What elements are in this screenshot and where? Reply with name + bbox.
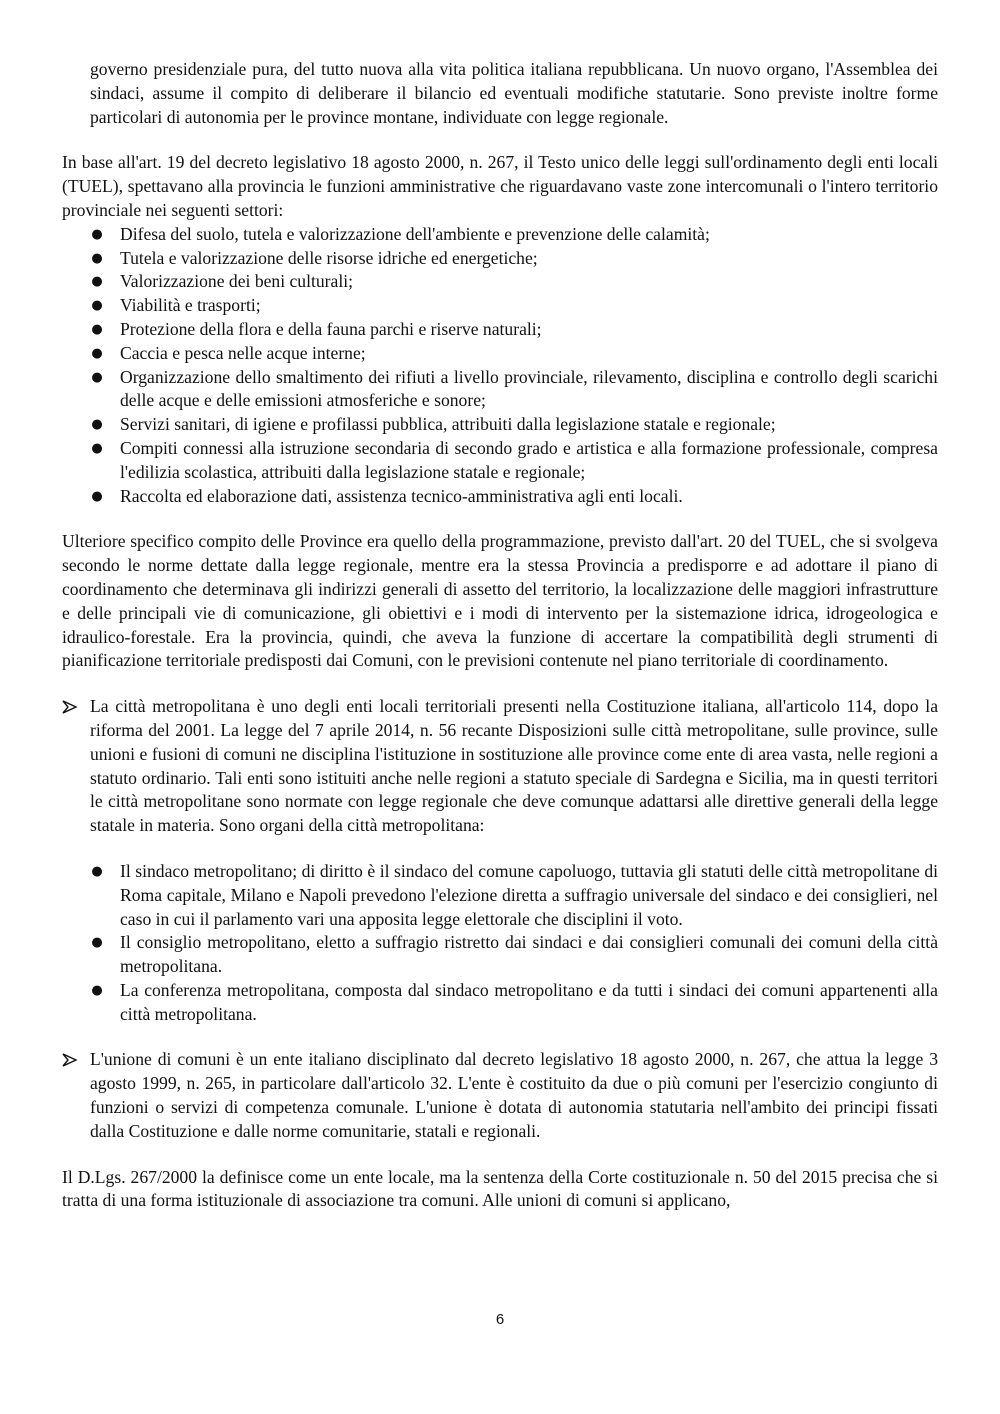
bullet-icon: ● xyxy=(91,440,103,456)
document-page xyxy=(62,58,938,1213)
bullet-icon: ● xyxy=(91,250,103,266)
list-item xyxy=(62,294,938,318)
bullet-icon: ● xyxy=(91,488,103,504)
bullet-icon: ● xyxy=(91,935,103,951)
list-item xyxy=(62,342,938,366)
intro-continuation-paragraph: governo presidenziale pura, del tutto nuova alla vita politica italiana repubblicana. Un nuovo organo, l'Assemblea dei sindaci, assume il compito di deliberare il bilancio ed eventuali modifiche statutarie. Sono previste inoltre forme particolari di autonomia per le province montane, individuate con legge regionale. xyxy=(90,59,938,127)
list-item xyxy=(62,485,938,509)
bullet-icon: ● xyxy=(91,345,103,361)
list-item xyxy=(62,366,938,414)
programmazione-paragraph: Ulteriore specifico compito delle Province era quello della programmazione, previsto dall'art. 20 del TUEL, che si svolgeva secondo le norme dettate dalla legge regionale, mentre era la stessa Provincia a predisporre e ad adottare il piano di coordinamento che determinava gli indirizzi generali di assetto del territorio, la localizzazione delle maggiori infrastrutture e delle principali vie di comunicazione, gli obiettivi e i modi di intervento per la sistemazione idrica, idrogeologica e idraulico-forestale. Era la provincia, quindi, che aveva la funzione di accertare la compatibilità degli strumenti di pianificazione territoriale predisposti dai Comuni, con le previsioni contenute nel piano territoriale di coordinamento. xyxy=(62,531,938,671)
list-item-text: Il consiglio metropolitano, eletto a suffragio ristretto dai sindaci e dai consiglieri comunali dei comuni della città metropolitana. xyxy=(120,932,938,977)
list-item xyxy=(62,931,938,979)
page-number: 6 xyxy=(495,1311,505,1328)
list-item xyxy=(62,437,938,485)
list-item xyxy=(62,979,938,1027)
list-item-text: Organizzazione dello smaltimento dei rifiuti a livello provinciale, rilevamento, disciplina e controllo degli scarichi delle acque e delle emissioni atmosferiche e sonore; xyxy=(120,366,938,411)
bullet-icon: ● xyxy=(91,274,103,290)
bullet-icon: ● xyxy=(91,321,103,337)
arrow-bullet-icon xyxy=(62,1053,78,1067)
list-item-text: La conferenza metropolitana, composta dal sindaco metropolitano e da tutti i sindaci dei comuni appartenenti alla città metropolitana. xyxy=(120,979,938,1024)
bullet-icon: ● xyxy=(91,298,103,314)
list-item xyxy=(62,413,938,437)
list-item-text: Raccolta ed elaborazione dati, assistenza tecnico-amministrativa agli enti locali. xyxy=(120,485,683,506)
list-item xyxy=(62,223,938,247)
list-item-text: Viabilità e trasporti; xyxy=(120,295,261,316)
unione-comuni-item xyxy=(62,1048,938,1143)
bullet-icon: ● xyxy=(91,417,103,433)
bullet-icon: ● xyxy=(91,369,103,385)
bullet-icon: ● xyxy=(91,863,103,879)
list-item-text: Protezione della flora e della fauna parchi e riserve naturali; xyxy=(120,318,542,339)
dlgs-paragraph: Il D.Lgs. 267/2000 la definisce come un ente locale, ma la sentenza della Corte costituzionale n. 50 del 2015 precisa che si tratta di una forma istituzionale di associazione tra comuni. Alle unioni di comuni si applicano, xyxy=(62,1166,938,1211)
bullet-icon: ● xyxy=(91,226,103,242)
funzioni-list xyxy=(62,223,938,509)
tuel-paragraph: In base all'art. 19 del decreto legislativo 18 agosto 2000, n. 267, il Testo unico delle leggi sull'ordinamento degli enti locali (TUEL), spettavano alla provincia le funzioni amministrative che riguardavano vaste zone intercomunali o l'intero territorio provinciale nei seguenti settori: xyxy=(62,152,938,220)
list-item-text: Il sindaco metropolitano; di diritto è il sindaco del comune capoluogo, tuttavia gli statuti delle città metropolitane di Roma capitale, Milano e Napoli prevedono l'elezione diretta a suffragio universale del sindaco e dei consiglieri, nel caso in cui il parlamento vari una apposita legge elettorale che disciplini il voto. xyxy=(120,860,938,929)
list-item xyxy=(62,270,938,294)
list-item-text: Compiti connessi alla istruzione secondaria di secondo grado e artistica e alla formazione professionale, compresa l'edilizia scolastica, attribuiti dalla legislazione statale e regionale; xyxy=(120,437,938,482)
list-item-text: Difesa del suolo, tutela e valorizzazione dell'ambiente e prevenzione delle calamità; xyxy=(120,223,710,244)
list-item-text: Servizi sanitari, di igiene e profilassi pubblica, attribuiti dalla legislazione statale e regionale; xyxy=(120,414,776,435)
citta-metropolitana-paragraph: La città metropolitana è uno degli enti locali territoriali presenti nella Costituzione italiana, all'articolo 114, dopo la riforma del 2001. La legge del 7 aprile 2014, n. 56 recante Disposizioni sulle città metropolitane, sulle province, sulle unioni e fusioni di comuni ne disciplina l'istituzione in sostituzione alle province come ente di area vasta, nelle regioni a statuto ordinario. Tali enti sono istituiti anche nelle regioni a statuto speciale di Sardegna e Sicilia, ma in questi territori le città metropolitane sono normate con legge regionale che deve comunque adattarsi alle direttive generali della legge statale in materia. Sono organi della città metropolitana: xyxy=(90,696,938,836)
list-item-text: Tutela e valorizzazione delle risorse idriche ed energetiche; xyxy=(120,247,538,268)
list-item xyxy=(62,318,938,342)
list-item-text: Valorizzazione dei beni culturali; xyxy=(120,271,354,292)
citta-metropolitana-item xyxy=(62,695,938,838)
arrow-bullet-icon xyxy=(62,700,78,714)
unione-comuni-paragraph: L'unione di comuni è un ente italiano disciplinato dal decreto legislativo 18 agosto 2000, n. 267, che attua la legge 3 agosto 1999, n. 265, in particolare dall'articolo 32. L'ente è costituito da due o più comuni per l'esercizio congiunto di funzioni o servizi di competenza comunale. L'unione è dotata di autonomia statutaria nell'ambito dei principi fissati dalla Costituzione e dalle norme comunitarie, statali e regionali. xyxy=(90,1049,938,1141)
list-item xyxy=(62,247,938,271)
bullet-icon: ● xyxy=(91,982,103,998)
list-item-text: Caccia e pesca nelle acque interne; xyxy=(120,342,366,363)
list-item xyxy=(62,860,938,931)
organi-list xyxy=(62,860,938,1027)
